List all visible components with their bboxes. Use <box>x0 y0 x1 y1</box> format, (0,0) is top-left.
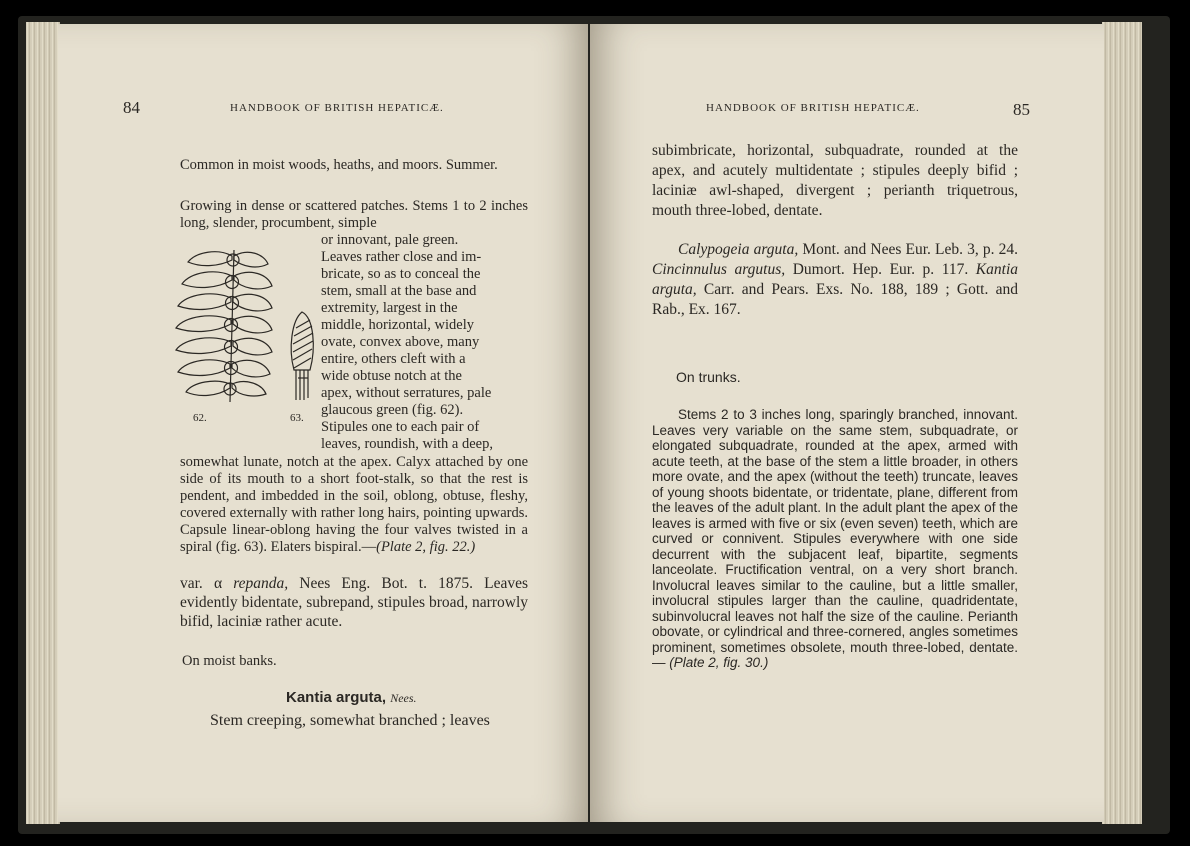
fig-62-label: 62. <box>193 412 207 424</box>
wrap-line: middle, horizontal, widely <box>321 317 475 333</box>
fig-63-illustration <box>284 308 320 404</box>
wrap-line: glaucous green (fig. 62). <box>321 402 464 418</box>
variety-paragraph <box>180 574 528 631</box>
left-paragraph-1: Common in moist woods, heaths, and moors. Summer. <box>180 157 498 173</box>
left-running-header: HANDBOOK OF BRITISH HEPATICÆ. <box>230 102 444 114</box>
wrap-line: or innovant, pale green. <box>321 232 459 248</box>
right-description <box>652 407 1018 671</box>
fig-62-illustration <box>168 246 276 406</box>
synonym-1: Calypogeia arguta, <box>678 241 799 258</box>
right-page-number: 85 <box>1013 100 1030 119</box>
wrap-line: leaves, roundish, with a deep, <box>321 436 493 452</box>
species-name: Kantia arguta, <box>286 689 387 706</box>
right-habitat: On trunks. <box>676 369 741 385</box>
fig-63-label: 63. <box>290 412 304 424</box>
wrap-line: stem, small at the base and <box>321 283 477 299</box>
right-paragraph-1: subimbricate, horizontal, subquadrate, rounded at the apex, and acutely multidentate ; stipules deeply bifid ; laciniæ awl-shaped, divergent ; perianth triquetrous, mouth three-lobed, dentate. <box>652 142 1018 219</box>
wrap-line: entire, others cleft with a <box>321 351 466 367</box>
species-heading <box>286 689 417 706</box>
right-running-header: HANDBOOK OF BRITISH HEPATICÆ. <box>706 102 920 114</box>
left-page-number: 84 <box>123 98 140 117</box>
variety-name: repanda, <box>233 575 289 592</box>
right-page-edges <box>1102 22 1142 824</box>
species-author: Nees. <box>390 691 417 705</box>
variety-text: Nees Eng. Bot. t. 1875. Leaves evidently bidentate, subrepand, stipules broad, narrowly bifid, laciniæ rather acute. <box>180 575 528 630</box>
variety-prefix: var. α <box>180 575 234 592</box>
wrap-line: Stipules one to each pair of <box>321 419 480 435</box>
description-text: Stems 2 to 3 inches long, sparingly branched, innovant. Leaves very variable on the same stem, subquadrate, or elongated subquadrate, rounded at the apex, armed with acute teeth, at the base of the stem a little broader, in others more ovate, and the apex (without the teeth) truncate, leaves of young shoots bidentate, or tridentate, plane, different from the leaves of the adult plant. In the adult plant the apex of the leaves is armed with five or six (even seven) teeth, which are curved or connivent. Stipules everywhere with one side decurrent with the subjacent leaf, bipartite, segments lanceolate. Fructification ventral, on a very short branch. Involucral leaves similar to the cauline, but a little smaller, involucral stipules larger than the cauline, quadridentate, subinvolucral leaves not half the size of the cauline. Perianth obovate, or cylindrical and three-cornered, angles sometimes prominent, sometimes obsolete, mouth three-lobed, dentate.— <box>652 407 1018 670</box>
wrap-line: wide obtuse notch at the <box>321 368 462 384</box>
wrap-line: ovate, convex above, many <box>321 334 480 350</box>
left-paragraph-2-lead: Growing in dense or scattered patches. Stems 1 to 2 inches long, slender, procumbent, simple <box>180 198 528 231</box>
wrap-line: apex, without serratures, pale <box>321 385 492 401</box>
wrap-line: Leaves rather close and im- <box>321 249 482 265</box>
species-description-start: Stem creeping, somewhat branched ; leaves <box>210 712 490 729</box>
synonym-1-ref: Mont. and Nees Eur. Leb. 3, p. 24. <box>798 241 1018 258</box>
synonym-2-ref: Dumort. Hep. Eur. p. 117. <box>785 261 976 278</box>
synonym-3: Kantia arguta, <box>652 261 1018 298</box>
wrap-line: bricate, so as to conceal the <box>321 266 481 282</box>
plate-reference: (Plate 2, fig. 22.) <box>376 539 476 555</box>
paragraph-text: somewhat lunate, notch at the apex. Calyx attached by one side of its mouth to a short foot-stalk, so that the rest is pendent, and imbedded in the soil, oblong, obtuse, fleshy, covered externally with rather long hairs, pointing upwards. Capsule linear-oblong having the four valves twisted in a spiral (fig. 63). Elaters bispiral.— <box>180 454 528 555</box>
left-habitat: On moist banks. <box>182 653 277 669</box>
synonymy-paragraph <box>652 240 1018 320</box>
synonym-3-ref: Carr. and Pears. Exs. No. 188, 189 ; Gott. and Rab., Ex. 167. <box>652 281 1018 318</box>
left-paragraph-2-rest <box>180 454 528 556</box>
wrap-line: extremity, largest in the <box>321 300 458 316</box>
left-page-edges <box>26 22 60 824</box>
synonym-2: Cincinnulus argutus, <box>652 261 786 278</box>
plate-reference: (Plate 2, fig. 30.) <box>669 655 769 670</box>
